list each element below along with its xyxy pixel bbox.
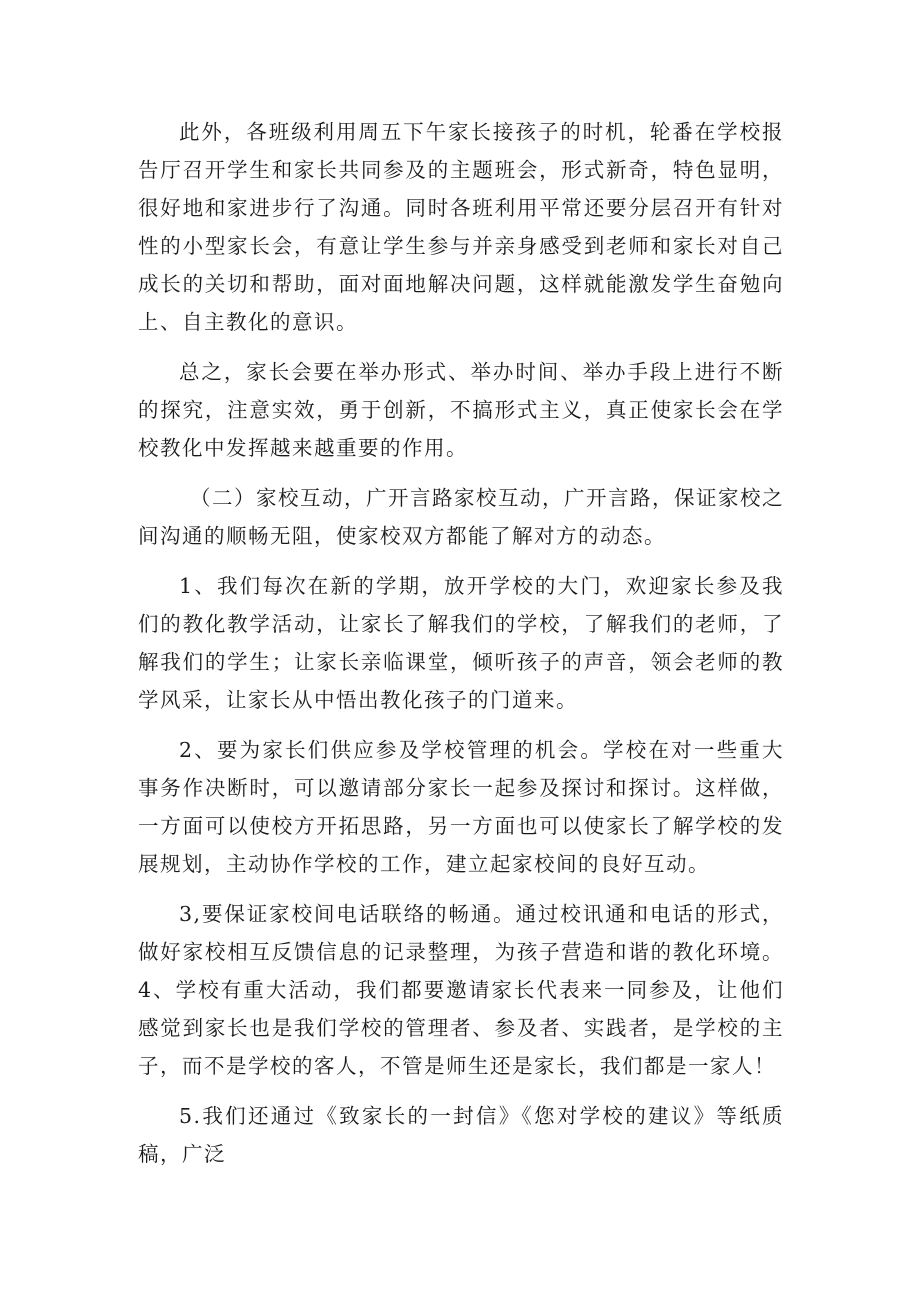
paragraph-item-2: 2、要为家长们供应参及学校管理的机会。学校在对一些重大事务作决断时，可以邀请部分家长一起参及探讨和探讨。这样做，一方面可以使校方开拓思路，另一方面也可以使家长了解学校的发展规划，主动协作学校的工作，建立起家校间的良好互动。 [138, 738, 784, 876]
paragraph-class-meetings: 此外，各班级利用周五下午家长接孩子的时机，轮番在学校报告厅召开学生和家长共同参及的主题班会，形式新奇，特色显明，很好地和家进步行了沟通。同时各班利用平常还要分层召开有针对性的小型家长会，有意让学生参与并亲身感受到老师和家长对自己成长的关切和帮助，面对面地解决问题，这样就能激发学生奋勉向上、自主教化的意识。 [138, 120, 784, 334]
document-body [138, 113, 784, 1185]
paragraph-item-5: 5.我们还通过《致家长的一封信》《您对学校的建议》等纸质稿，广泛 [138, 1104, 784, 1166]
paragraph-item-3: 3,要保证家校间电话联络的畅通。通过校讯通和电话的形式，做好家校相互反馈信息的记录整理，为孩子营造和谐的教化环境。4、学校有重大活动，我们都要邀请家长代表来一同参及，让他们感觉到家长也是我们学校的管理者、参及者、实践者，是学校的主子，而不是学校的客人，不管是师生还是家长，我们都是一家人！ [138, 902, 784, 1078]
paragraph-item-1: 1、我们每次在新的学期，放开学校的大门，欢迎家长参及我们的教化教学活动，让家长了解我们的学校，了解我们的老师，了解我们的学生；让家长亲临课堂，倾听孩子的声音，领会老师的教学风采，让家长从中悟出教化孩子的门道来。 [138, 574, 784, 712]
paragraph-section-heading: （二）家校互动，广开言路家校互动，广开言路，保证家校之间沟通的顺畅无阻，使家校双方都能了解对方的动态。 [138, 486, 784, 548]
paragraph-summary: 总之，家长会要在举办形式、举办时间、举办手段上进行不断的探究，注意实效，勇于创新，不搞形式主义，真正使家长会在学校教化中发挥越来越重要的作用。 [138, 360, 784, 460]
